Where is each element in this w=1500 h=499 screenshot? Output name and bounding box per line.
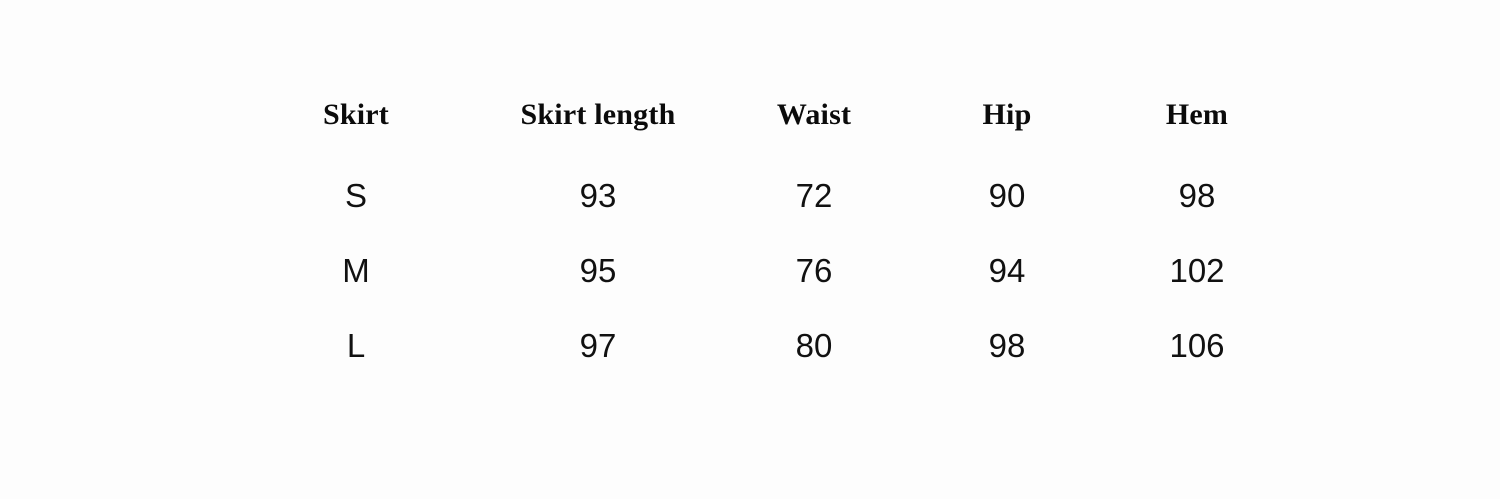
cell-skirt-length xyxy=(472,308,712,383)
cell-hip-value: 94 xyxy=(988,251,1026,289)
column-header-skirt xyxy=(232,72,472,158)
column-header-hem xyxy=(1102,72,1292,158)
cell-hip-value: 98 xyxy=(988,326,1026,364)
column-header-waist-label: Waist xyxy=(776,98,852,131)
cell-skirt-length xyxy=(472,158,712,233)
cell-size-value: M xyxy=(342,251,370,289)
cell-size xyxy=(232,308,472,383)
cell-size xyxy=(232,233,472,308)
cell-size xyxy=(232,158,472,233)
cell-hip xyxy=(912,158,1102,233)
cell-waist-value: 80 xyxy=(795,326,833,364)
cell-hem xyxy=(1102,308,1292,383)
cell-hem-value: 102 xyxy=(1169,251,1225,289)
cell-waist xyxy=(712,308,912,383)
column-header-hip xyxy=(912,72,1102,158)
cell-hem xyxy=(1102,158,1292,233)
cell-waist xyxy=(712,158,912,233)
cell-size-value: L xyxy=(346,326,366,364)
cell-hem xyxy=(1102,233,1292,308)
size-chart-table xyxy=(232,72,1292,383)
cell-hip xyxy=(912,233,1102,308)
cell-waist-value: 76 xyxy=(795,251,833,289)
table-header-row xyxy=(232,72,1292,158)
table-header xyxy=(232,72,1292,158)
column-header-skirt-length-label: Skirt length xyxy=(520,98,676,131)
cell-hem-value: 106 xyxy=(1169,326,1225,364)
cell-waist xyxy=(712,233,912,308)
cell-waist-value: 72 xyxy=(795,176,833,214)
cell-skirt-length-value: 93 xyxy=(579,176,617,214)
column-header-waist xyxy=(712,72,912,158)
column-header-hem-label: Hem xyxy=(1165,98,1229,131)
table-body xyxy=(232,158,1292,383)
cell-skirt-length-value: 97 xyxy=(579,326,617,364)
cell-skirt-length-value: 95 xyxy=(579,251,617,289)
cell-size-value: S xyxy=(344,176,367,214)
cell-hip xyxy=(912,308,1102,383)
cell-hip-value: 90 xyxy=(988,176,1026,214)
cell-hem-value: 98 xyxy=(1178,176,1216,214)
table-row xyxy=(232,308,1292,383)
column-header-skirt-label: Skirt xyxy=(322,98,389,131)
cell-skirt-length xyxy=(472,233,712,308)
table-row xyxy=(232,158,1292,233)
column-header-hip-label: Hip xyxy=(982,98,1032,131)
column-header-skirt-length xyxy=(472,72,712,158)
table-row xyxy=(232,233,1292,308)
